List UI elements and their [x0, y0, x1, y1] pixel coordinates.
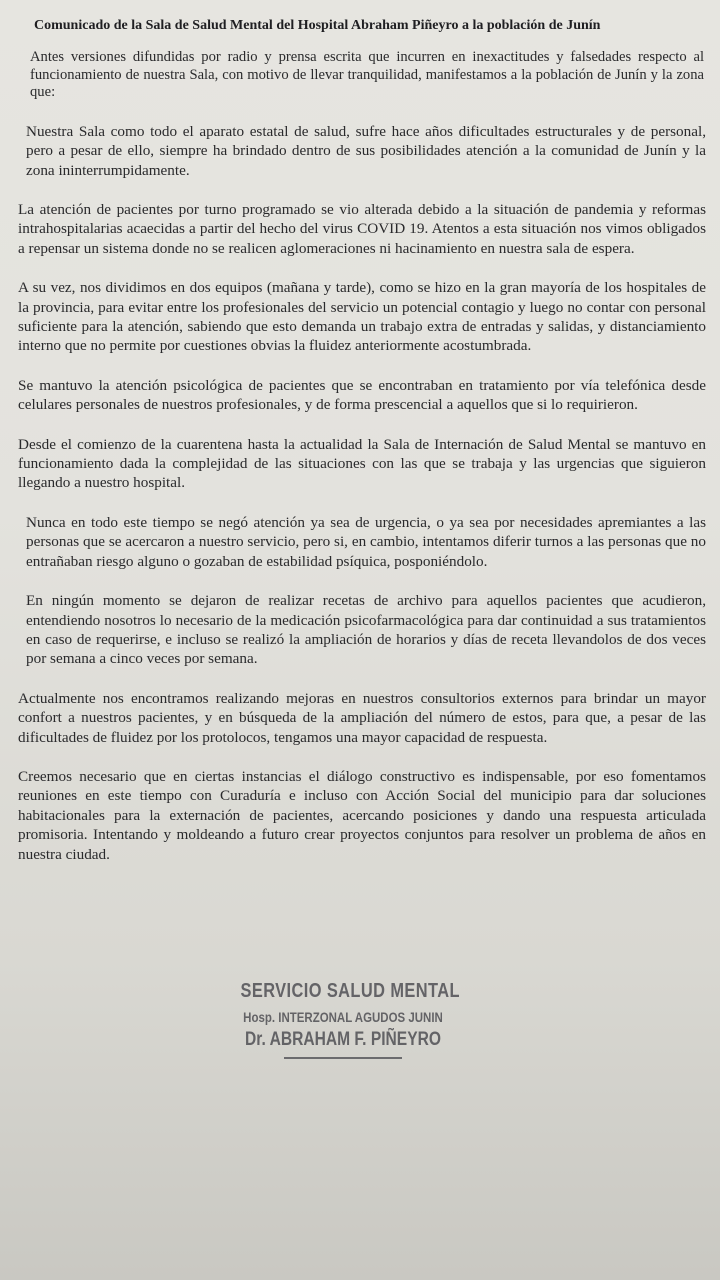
paragraph-intro: Antes versiones difundidas por radio y prensa escrita que incurren en inexactitudes y falsedades respecto al funcionamiento de nuestra Sala, con motivo de llevar tranquilidad, manifestamos a la población de Junín y la zona que: — [30, 49, 704, 101]
paragraph: A su vez, nos dividimos en dos equipos (mañana y tarde), como se hizo en la gran mayoría de los hospitales de la provincia, para evitar entre los profesionales del servicio un potencial contagio y luego no contar con personal suficiente para la atención, sabiendo que esto demanda un trabajo extra de entradas y salidas, y distanciamiento interno que no permite por cuestiones obvias la fluidez anteriormente acostumbrada. — [18, 279, 706, 355]
document-body — [16, 16, 706, 884]
paragraph: La atención de pacientes por turno programado se vio alterada debido a la situación de pandemia y reformas intrahospitalarias acaecidas a partir del hecho del virus COVID 19. Atentos a esta situación nos vimos obligados a repensar un sistema donde no se realicen aglomeraciones ni hacinamiento en nuestra sala de espera. — [18, 201, 706, 257]
stamp-doctor-name: Dr. ABRAHAM F. PIÑEYRO — [245, 1029, 441, 1050]
paragraph: Desde el comienzo de la cuarentena hasta la actualidad la Sala de Internación de Salud Mental se mantuvo en funcionamiento dada la complejidad de las situaciones con las que se trabaja y las urgencias que siguieron llegando a nuestro hospital. — [18, 435, 706, 492]
paragraph: Nuestra Sala como todo el aparato estatal de salud, sufre hace años dificultades estructurales y de personal, pero a pesar de ello, siempre ha brindado dentro de sus posibilidades atención a la comunidad de Junín y la zona ininterrumpidamente. — [26, 122, 706, 179]
stamp-service-name: SERVICIO SALUD MENTAL — [240, 980, 460, 1002]
document-title: Comunicado de la Sala de Salud Mental del Hospital Abraham Piñeyro a la población de Junín — [34, 18, 601, 33]
stamp-underline — [284, 1057, 402, 1059]
stamp-hospital-name: Hosp. INTERZONAL AGUDOS JUNIN — [243, 1009, 443, 1025]
paragraph: Actualmente nos encontramos realizando mejoras en nuestros consultorios externos para brindar un mayor confort a nuestros pacientes, y en búsqueda de la ampliación del número de estos, para que, a pesar de las dificultades de fluidez por los protolocos, tengamos una mayor capacidad de respuesta. — [18, 689, 706, 746]
paragraph: Nunca en todo este tiempo se negó atención ya sea de urgencia, o ya sea por necesidades apremiantes a las personas que se acercaron a nuestro servicio, pero si, en cambio, intentamos diferir turnos a las personas que no entrañaban riesgo alguno o gozaban de estabilidad psíquica, posponiéndolo. — [26, 513, 706, 570]
official-stamp — [218, 980, 468, 1059]
paragraph: Creemos necesario que en ciertas instancias el diálogo constructivo es indispensable, por eso fomentamos reuniones en este tiempo con Curaduría e incluso con Acción Social del municipio para dar soluciones habitacionales para la externación de pacientes, acercando posiciones y dando una respuesta articulada promisoria. Intentando y moldeando a futuro crear proyectos conjuntos para resolver un problema de años en nuestra ciudad. — [18, 767, 706, 863]
paragraph: Se mantuvo la atención psicológica de pacientes que se encontraban en tratamiento por vía telefónica desde celulares personales de nuestros profesionales, y de forma prescencial a aquellos que si lo requirieron. — [18, 376, 706, 414]
paragraph: En ningún momento se dejaron de realizar recetas de archivo para aquellos pacientes que acudieron, entendiendo nosotros lo necesario de la medicación psicofarmacológica para dar continuidad a sus tratamientos en caso de requerirse, e incluso se realizó la ampliación de horarios y días de receta llevandolos de dos veces por semana a cinco veces por semana. — [26, 592, 706, 668]
